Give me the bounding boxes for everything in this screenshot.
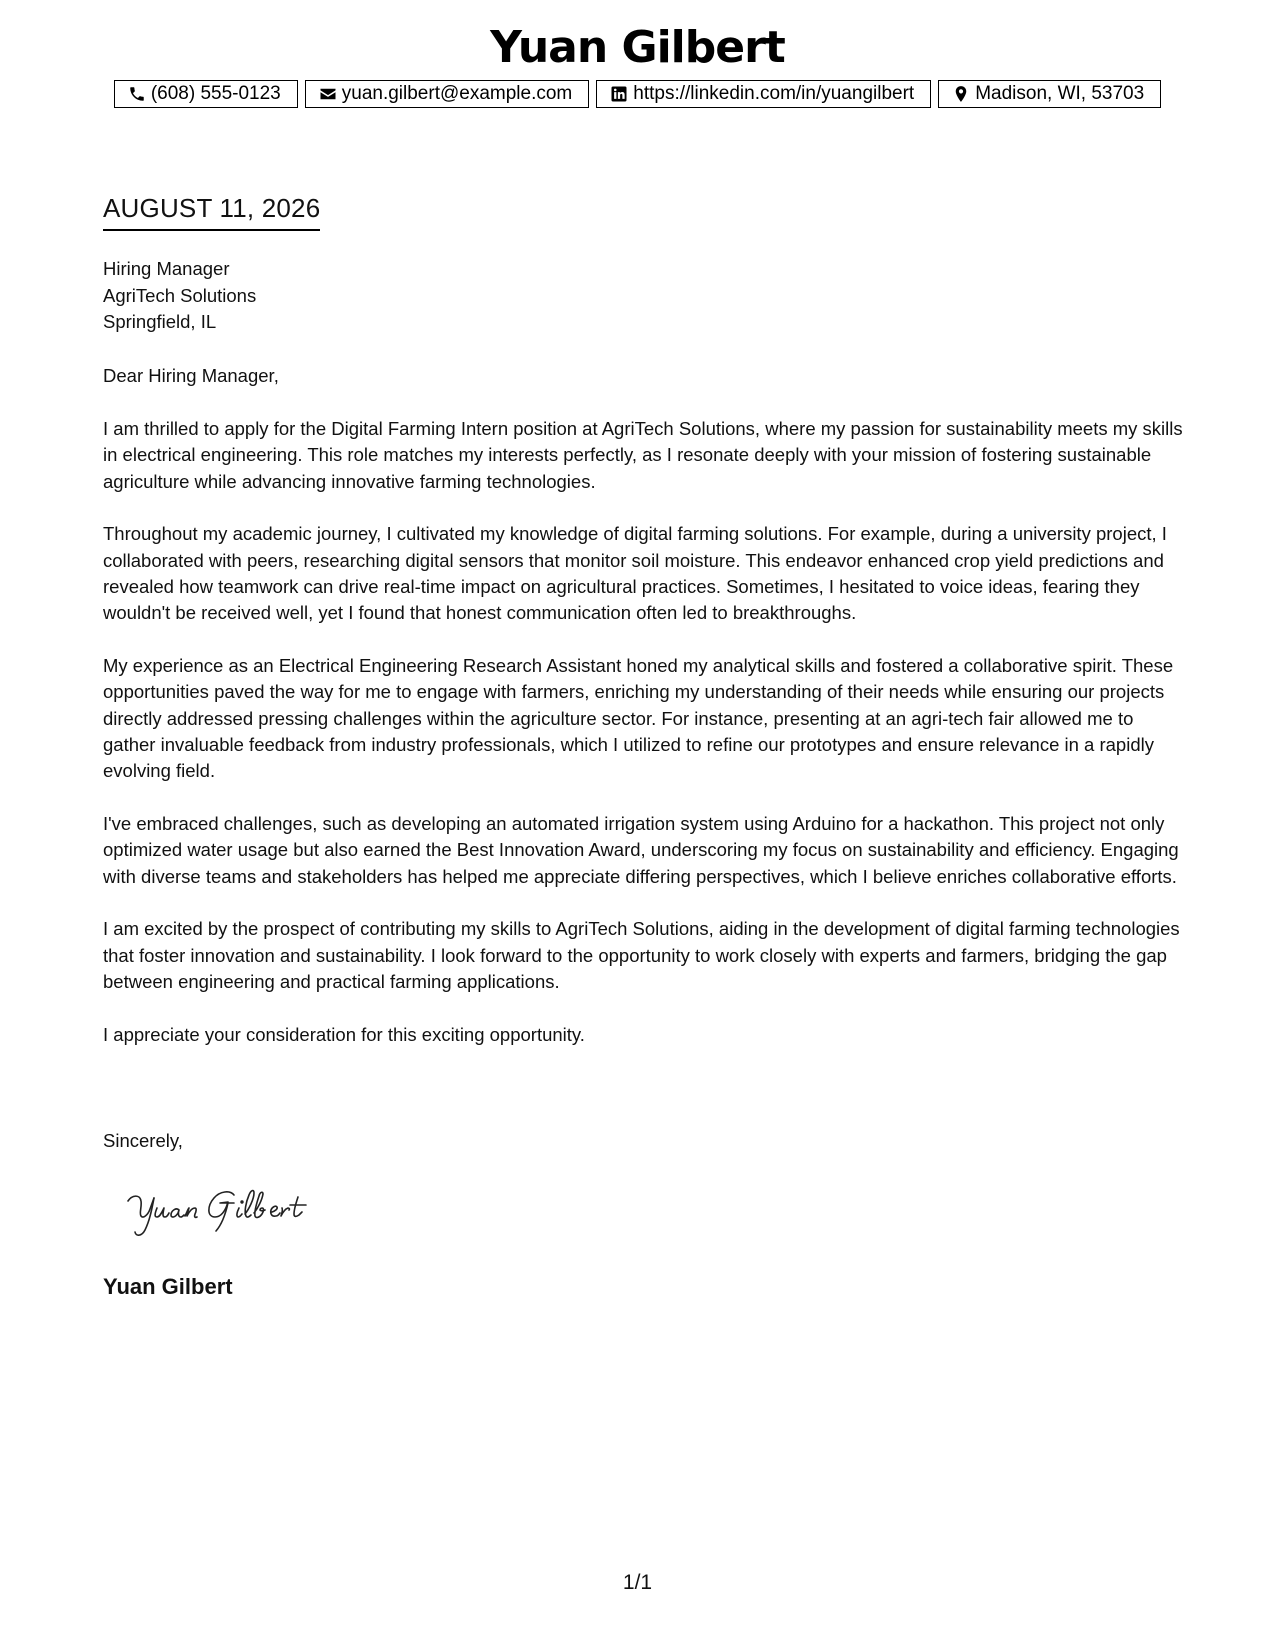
- recipient-title: Hiring Manager: [103, 258, 230, 279]
- closing: Sincerely,: [103, 1130, 183, 1151]
- contact-phone-text: (608) 555-0123: [150, 83, 281, 104]
- envelope-icon: [319, 85, 337, 103]
- contact-linkedin[interactable]: [596, 80, 931, 108]
- letter-date: AUGUST 11, 2026: [103, 193, 320, 231]
- body-paragraph: I am thrilled to apply for the Digital Farming Intern position at AgriTech Solutions, where my passion for sustainability meets my skills in electrical engineering. This role matches my interests perfectly, as I resonate deeply with your mission of fostering sustainable agriculture while advancing innovative farming technologies.: [103, 418, 1183, 492]
- body-paragraph: I appreciate your consideration for this exciting opportunity.: [103, 1023, 585, 1045]
- contact-bar: [0, 80, 1275, 108]
- contact-location-text: Madison, WI, 53703: [975, 83, 1145, 104]
- body-paragraph: I am excited by the prospect of contributing my skills to AgriTech Solutions, aiding in the development of digital farming technologies that foster innovation and sustainability. I look forward to the opportunity to work closely with experts and farmers, bridging the gap between engineering and practical farming applications.: [103, 918, 1180, 993]
- map-marker-icon: [952, 85, 970, 103]
- contact-linkedin-text: https://linkedin.com/in/yuangilbert: [633, 83, 915, 104]
- applicant-name-heading: Yuan Gilbert: [490, 22, 785, 73]
- salutation: Dear Hiring Manager,: [103, 365, 279, 386]
- handwritten-signature: [122, 1183, 342, 1243]
- body-paragraph: My experience as an Electrical Engineering Research Assistant honed my analytical skills and fostered a collaborative spirit. These opportunities paved the way for me to engage with farmers, enriching my understanding of their needs while ensuring our projects directly addressed pressing challenges within the agriculture sector. For instance, presenting at an agri-tech fair allowed me to gather invaluable feedback from industry professionals, which I utilized to refine our prototypes and ensure relevance in a rapidly evolving field.: [103, 655, 1174, 782]
- recipient-company: AgriTech Solutions: [103, 284, 257, 306]
- linkedin-icon: [610, 85, 628, 103]
- body-paragraph: Throughout my academic journey, I cultivated my knowledge of digital farming solutions. For example, during a university project, I collaborated with peers, researching digital sensors that monitor soil moisture. This endeavor enhanced crop yield predictions and revealed how teamwork can drive real-time impact on agricultural practices. Sometimes, I hesitated to voice ideas, fearing they wouldn't be received well, yet I found that honest communication often led to breakthroughs.: [103, 523, 1167, 624]
- signer-name: Yuan Gilbert: [103, 1274, 233, 1299]
- page-number: 1/1: [622, 1571, 653, 1594]
- letter-body: [103, 416, 1183, 1075]
- contact-location[interactable]: [938, 80, 1161, 108]
- contact-email[interactable]: [305, 80, 590, 108]
- recipient-block: [103, 256, 256, 336]
- phone-icon: [128, 85, 146, 103]
- recipient-location: Springfield, IL: [103, 311, 217, 332]
- contact-phone[interactable]: [114, 80, 298, 108]
- contact-email-text: yuan.gilbert@example.com: [341, 83, 573, 104]
- body-paragraph: I've embraced challenges, such as developing an automated irrigation system using Arduino for a hackathon. This project not only optimized water usage but also earned the Best Innovation Award, underscoring my focus on sustainability and efficiency. Engaging with diverse teams and stakeholders has helped me appreciate differing perspectives, which I believe enriches collaborative efforts.: [103, 813, 1179, 887]
